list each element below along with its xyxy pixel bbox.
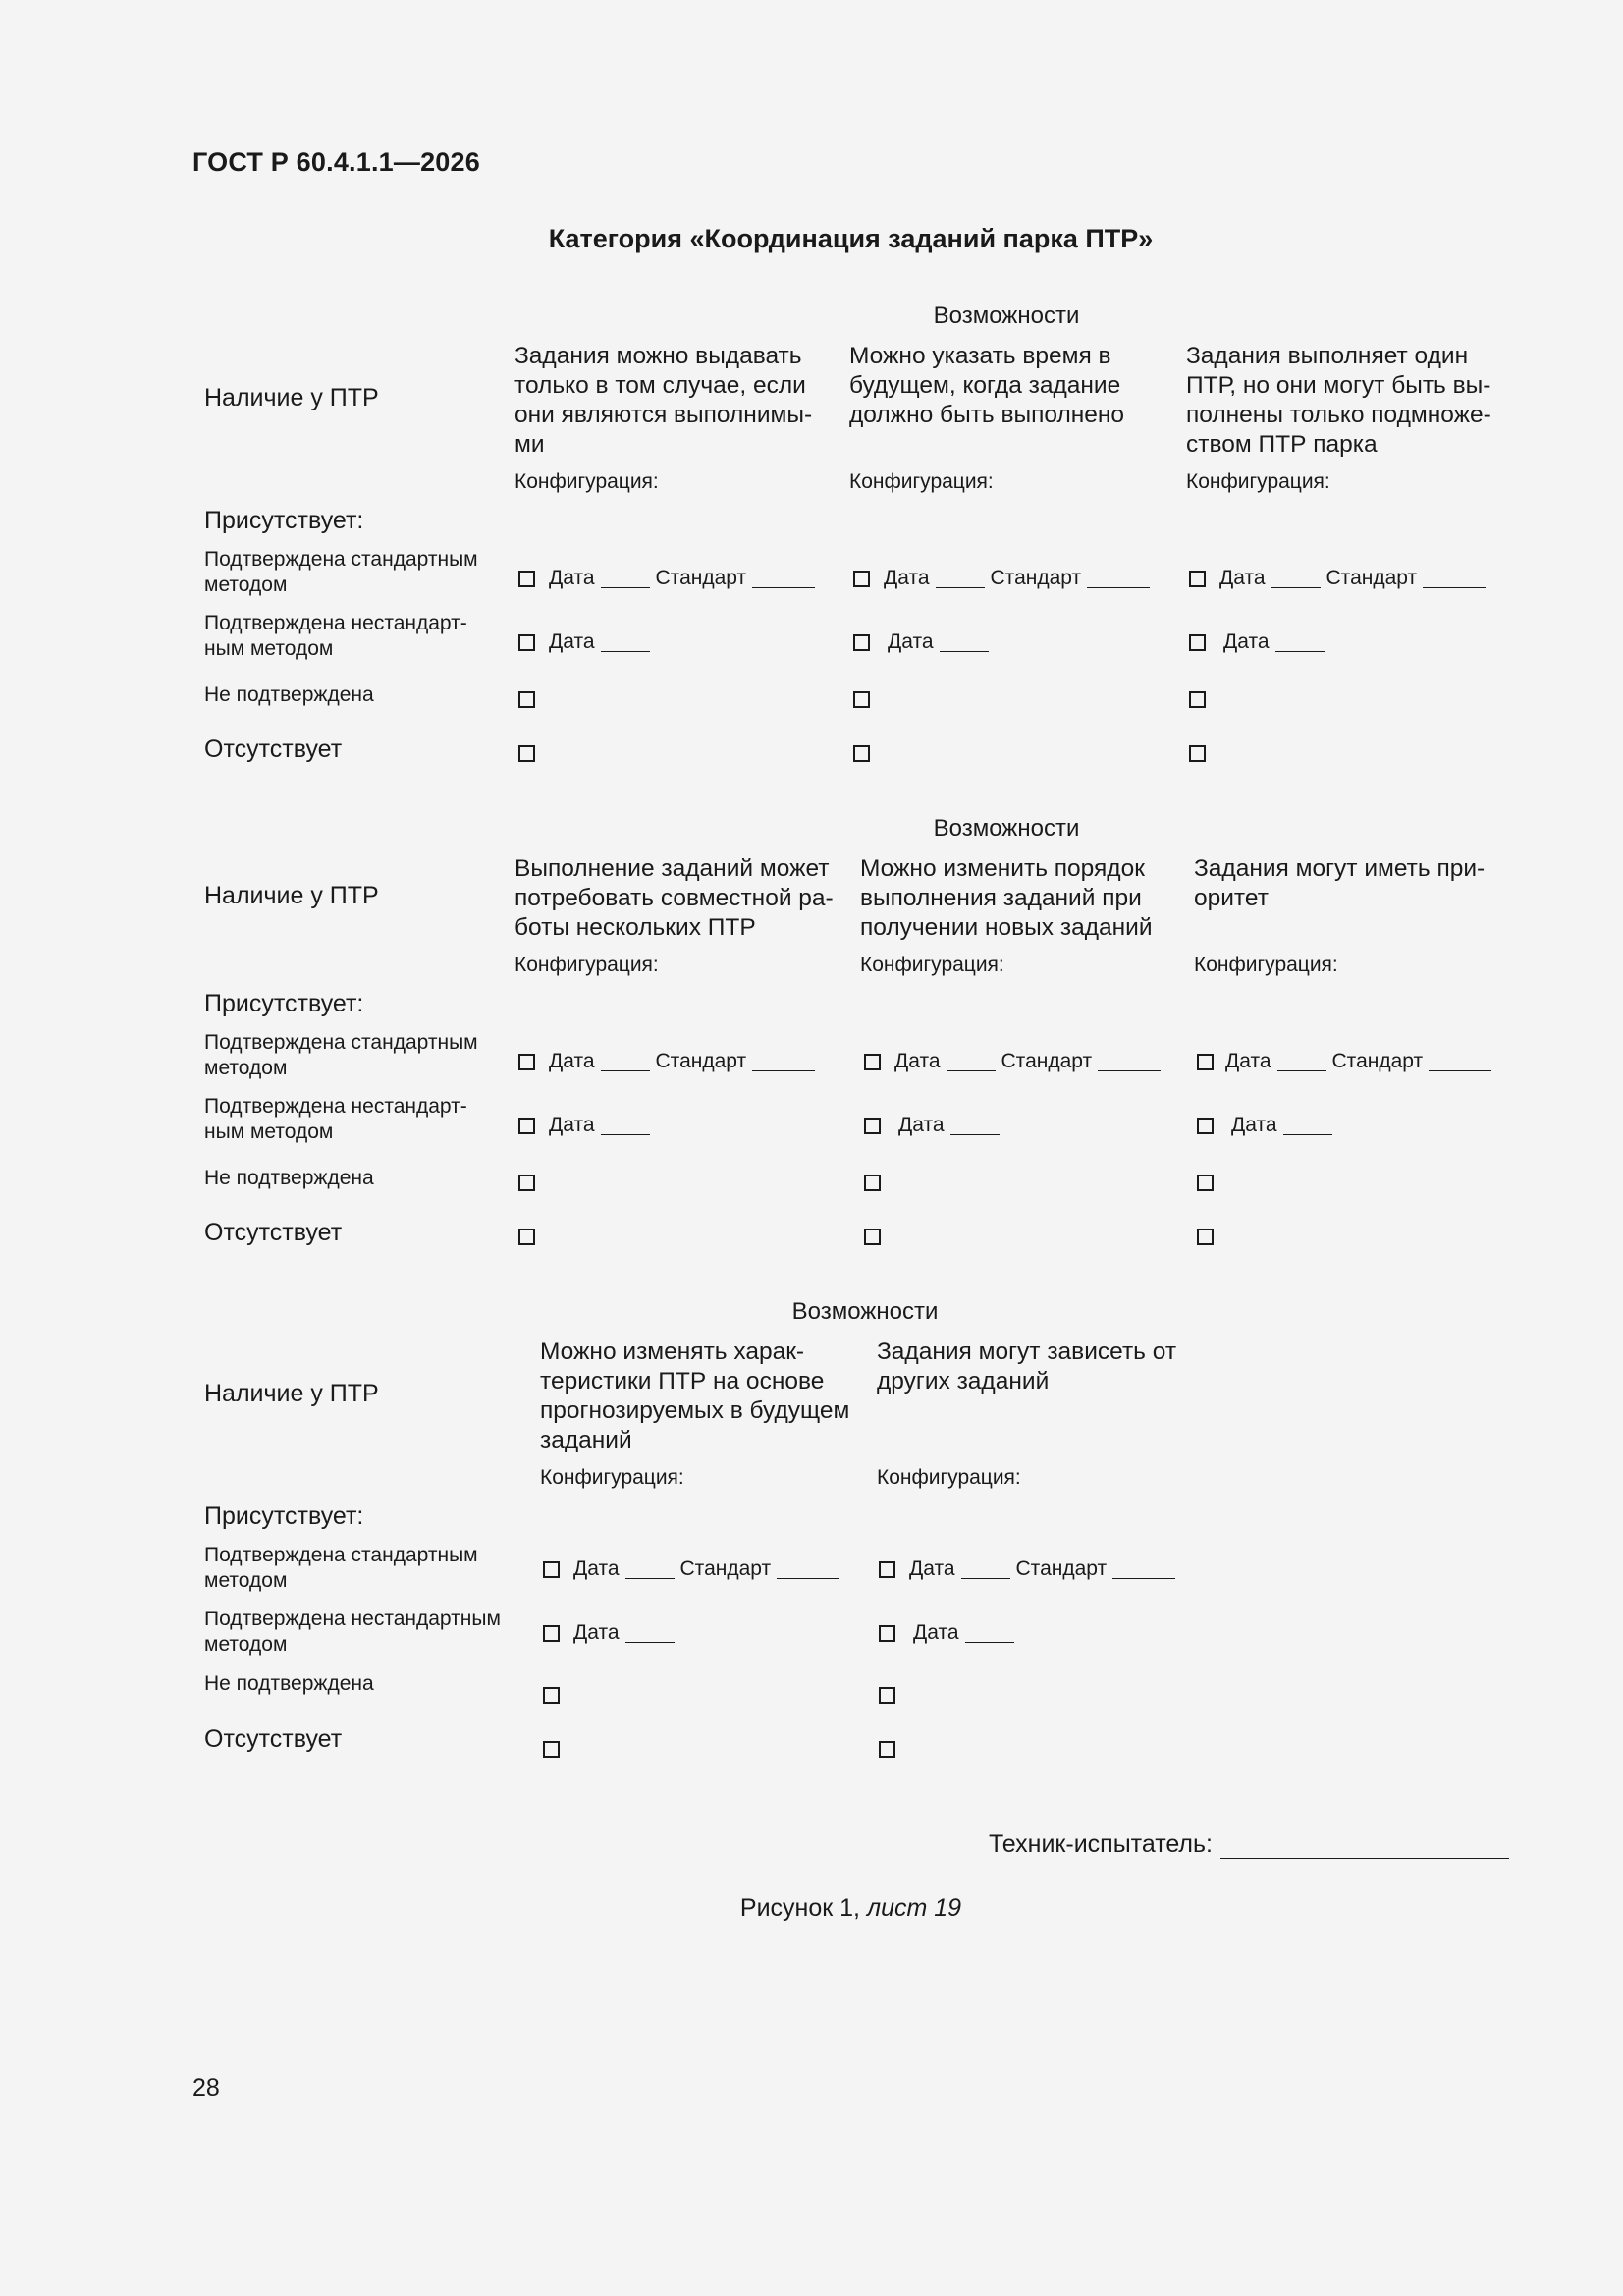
technician-signature-line[interactable] xyxy=(1220,1836,1509,1859)
absent-checkbox[interactable] xyxy=(518,1229,535,1245)
not-confirmed-checkbox[interactable] xyxy=(518,691,535,708)
std-confirmed-label: Подтверждена стандартным методом xyxy=(204,1031,478,1079)
availability-label: Наличие у ПТР xyxy=(204,384,379,411)
nonstd-confirmed-row: Дата xyxy=(853,630,989,654)
nonstd-confirmed-row: Дата xyxy=(1189,630,1325,654)
nonstd-confirmed-row: Дата xyxy=(879,1621,1014,1645)
configuration-label: Конфигурация: xyxy=(1194,954,1338,976)
nonstd-confirmed-row: Дата xyxy=(1197,1114,1332,1137)
absent-checkbox[interactable] xyxy=(543,1741,560,1758)
configuration-label: Конфигурация: xyxy=(540,1466,684,1489)
not-confirmed-checkbox[interactable] xyxy=(518,1175,535,1191)
not-confirmed-checkbox[interactable] xyxy=(1189,691,1206,708)
std-confirmed-checkbox[interactable] xyxy=(518,1054,535,1070)
absent-label: Отсутствует xyxy=(204,736,343,763)
std-confirmed-checkbox[interactable] xyxy=(1189,571,1206,587)
not-confirmed-checkbox[interactable] xyxy=(853,691,870,708)
page-number: 28 xyxy=(192,2074,220,2102)
capability-description: Можно изменять харак- теристики ПТР на основе прогнозируемых в будущем заданий xyxy=(540,1339,850,1453)
configuration-label: Конфигурация: xyxy=(1186,470,1330,493)
capability-description: Можно изменить порядок выполнения заданий при получении новых заданий xyxy=(860,855,1153,941)
std-confirmed-row: Дата Стандарт xyxy=(518,567,815,590)
std-confirmed-checkbox[interactable] xyxy=(518,571,535,587)
nonstd-confirmed-row: Дата xyxy=(864,1114,1000,1137)
nonstd-confirmed-row: Дата xyxy=(518,630,650,654)
std-confirmed-row: Дата Стандарт xyxy=(518,1050,815,1073)
absent-checkbox[interactable] xyxy=(1189,745,1206,762)
absent-checkbox[interactable] xyxy=(879,1741,895,1758)
std-confirmed-row: Дата Стандарт xyxy=(879,1558,1175,1581)
nonstd-confirmed-label: Подтверждена нестандартным методом xyxy=(204,1608,501,1656)
present-label: Присутствует: xyxy=(204,1503,364,1530)
absent-label: Отсутствует xyxy=(204,1219,343,1246)
not-confirmed-label: Не подтверждена xyxy=(204,683,374,706)
capability-description: Выполнение заданий может потребовать совместной ра- боты нескольких ПТР xyxy=(514,855,834,941)
nonstd-confirmed-checkbox[interactable] xyxy=(1197,1118,1214,1134)
configuration-label: Конфигурация: xyxy=(860,954,1004,976)
capability-description: Задания можно выдавать только в том случае, если они являются выполнимы- ми xyxy=(514,343,813,458)
configuration-label: Конфигурация: xyxy=(514,954,659,976)
configuration-label: Конфигурация: xyxy=(877,1466,1021,1489)
std-confirmed-row: Дата Стандарт xyxy=(853,567,1150,590)
figure-caption: Рисунок 1, лист 19 xyxy=(739,1894,962,1922)
not-confirmed-checkbox[interactable] xyxy=(1197,1175,1214,1191)
capabilities-heading: Возможности xyxy=(933,815,1080,842)
std-confirmed-checkbox[interactable] xyxy=(864,1054,881,1070)
capability-description: Задания могут зависеть от других заданий xyxy=(877,1339,1177,1394)
category-title: Категория «Координация заданий парка ПТР» xyxy=(548,224,1154,253)
std-confirmed-checkbox[interactable] xyxy=(1197,1054,1214,1070)
nonstd-confirmed-row: Дата xyxy=(518,1114,650,1137)
configuration-label: Конфигурация: xyxy=(849,470,994,493)
not-confirmed-checkbox[interactable] xyxy=(864,1175,881,1191)
std-confirmed-checkbox[interactable] xyxy=(543,1561,560,1578)
present-label: Присутствует: xyxy=(204,990,364,1017)
nonstd-confirmed-checkbox[interactable] xyxy=(518,1118,535,1134)
nonstd-confirmed-checkbox[interactable] xyxy=(853,634,870,651)
nonstd-confirmed-checkbox[interactable] xyxy=(864,1118,881,1134)
absent-checkbox[interactable] xyxy=(518,745,535,762)
std-confirmed-row: Дата Стандарт xyxy=(864,1050,1161,1073)
nonstd-confirmed-label: Подтверждена нестандарт- ным методом xyxy=(204,1095,467,1143)
absent-label: Отсутствует xyxy=(204,1725,343,1753)
availability-label: Наличие у ПТР xyxy=(204,882,379,909)
std-confirmed-label: Подтверждена стандартным методом xyxy=(204,548,478,596)
nonstd-confirmed-checkbox[interactable] xyxy=(879,1625,895,1642)
not-confirmed-label: Не подтверждена xyxy=(204,1672,374,1695)
capabilities-heading: Возможности xyxy=(933,302,1080,329)
nonstd-confirmed-checkbox[interactable] xyxy=(543,1625,560,1642)
std-confirmed-label: Подтверждена стандартным методом xyxy=(204,1544,478,1592)
std-confirmed-row: Дата Стандарт xyxy=(543,1558,839,1581)
std-confirmed-row: Дата Стандарт xyxy=(1197,1050,1491,1073)
document-code: ГОСТ Р 60.4.1.1—2026 xyxy=(192,147,480,177)
std-confirmed-checkbox[interactable] xyxy=(853,571,870,587)
capability-description: Можно указать время в будущем, когда задание должно быть выполнено xyxy=(849,343,1125,428)
std-confirmed-checkbox[interactable] xyxy=(879,1561,895,1578)
std-confirmed-row: Дата Стандарт xyxy=(1189,567,1486,590)
nonstd-confirmed-checkbox[interactable] xyxy=(518,634,535,651)
absent-checkbox[interactable] xyxy=(864,1229,881,1245)
availability-label: Наличие у ПТР xyxy=(204,1380,379,1407)
capability-description: Задания могут иметь при- оритет xyxy=(1194,855,1486,911)
technician-label: Техник-испытатель: xyxy=(988,1831,1213,1858)
capabilities-heading: Возможности xyxy=(791,1298,939,1325)
not-confirmed-label: Не подтверждена xyxy=(204,1167,374,1189)
nonstd-confirmed-row: Дата xyxy=(543,1621,675,1645)
nonstd-confirmed-checkbox[interactable] xyxy=(1189,634,1206,651)
configuration-label: Конфигурация: xyxy=(514,470,659,493)
technician-signature xyxy=(989,1831,1509,1859)
present-label: Присутствует: xyxy=(204,507,364,534)
not-confirmed-checkbox[interactable] xyxy=(543,1687,560,1704)
absent-checkbox[interactable] xyxy=(1197,1229,1214,1245)
not-confirmed-checkbox[interactable] xyxy=(879,1687,895,1704)
absent-checkbox[interactable] xyxy=(853,745,870,762)
nonstd-confirmed-label: Подтверждена нестандарт- ным методом xyxy=(204,612,467,660)
capability-description: Задания выполняет один ПТР, но они могут быть вы- полнены только подмноже- ством ПТР парка xyxy=(1186,343,1491,458)
